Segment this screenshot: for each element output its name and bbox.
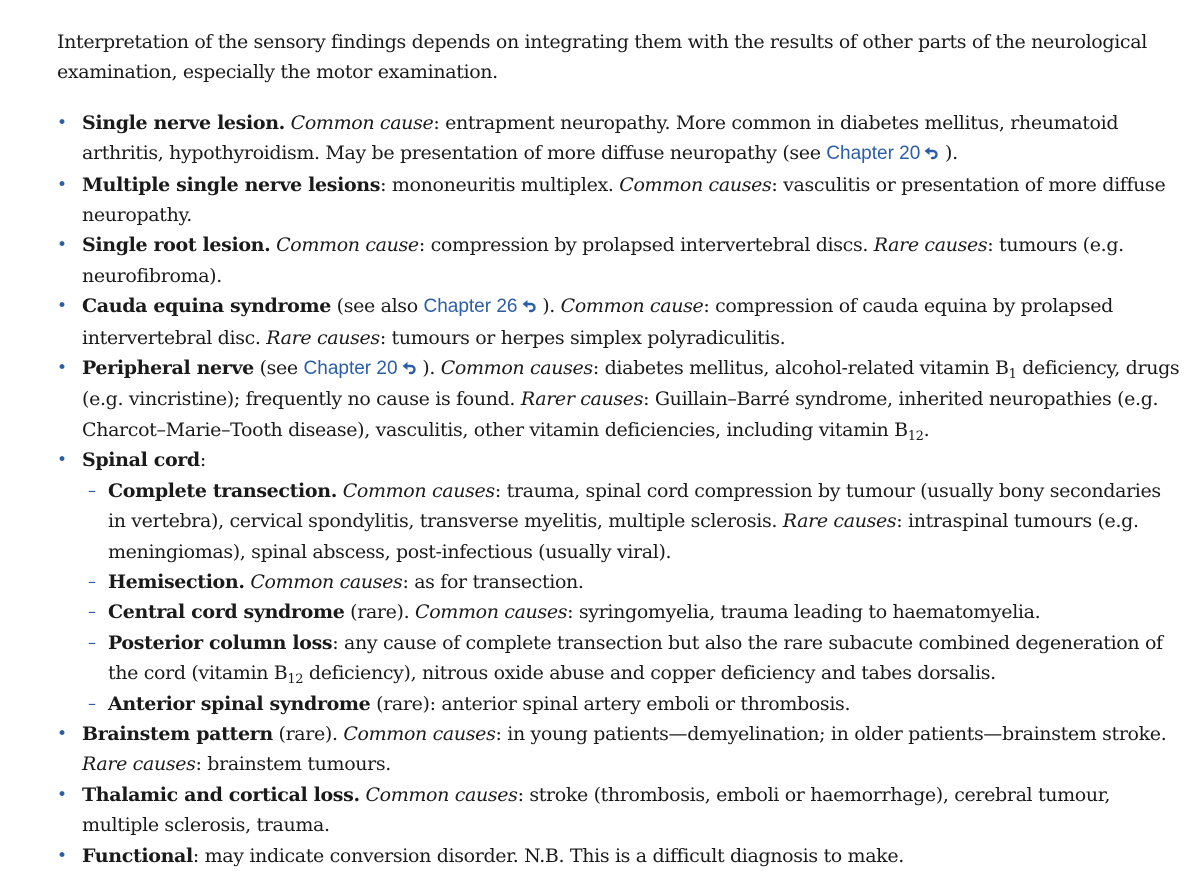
item-text: : compression of cauda equina by prolapsed intervertebral disc. bbox=[82, 295, 1113, 349]
item-text: : as for transection. bbox=[402, 570, 584, 593]
item-text: (see also bbox=[330, 295, 424, 318]
chapter-20-link[interactable]: Chapter 20 bbox=[304, 358, 417, 379]
cause-label: Common causes bbox=[365, 783, 518, 806]
item-title: Single root lesion. bbox=[82, 234, 271, 257]
item-text: deficiency, drugs (e.g. vincristine); frequently no cause is found. bbox=[82, 357, 1180, 411]
item-title: Peripheral nerve bbox=[82, 357, 254, 380]
chapter-20-link[interactable]: Chapter 20 bbox=[826, 143, 939, 164]
item-text: : syringomyelia, trauma leading to haematomyelia. bbox=[567, 601, 1041, 624]
item-title: Brainstem pattern bbox=[82, 722, 273, 745]
list-item-single-root-lesion bbox=[57, 230, 1182, 291]
return-arrow-icon bbox=[521, 297, 537, 313]
causes-list bbox=[57, 108, 1182, 871]
list-item-brainstem-pattern bbox=[57, 719, 1182, 780]
item-text: (rare). bbox=[344, 601, 415, 624]
cause-label: Common causes bbox=[342, 479, 495, 502]
intro-paragraph: Interpretation of the sensory findings depends on integrating them with the results of other parts of the neurological examination, especially the motor examination. bbox=[57, 31, 1147, 84]
item-text: : entrapment neuropathy. More common in diabetes mellitus, rheumatoid arthritis, hypothyroidism. May be presentation of more diffuse neuropathy (see bbox=[82, 111, 1119, 165]
item-text: . bbox=[923, 418, 930, 441]
cause-label: Common cause bbox=[276, 234, 419, 257]
return-arrow-icon bbox=[923, 144, 939, 160]
rarer-causes-label: Rarer causes bbox=[520, 388, 644, 411]
item-text: : Guillain–Barré syndrome, inherited neuropathies (e.g. Charcot–Marie–Tooth disease), vasculitis, other vitamin deficiencies, including vitamin B bbox=[82, 388, 1159, 441]
list-item-multiple-single-nerve-lesions bbox=[57, 170, 1182, 231]
item-title: Thalamic and cortical loss. bbox=[82, 783, 360, 806]
item-text: (rare). bbox=[272, 722, 344, 745]
list-item-cauda-equina-syndrome bbox=[57, 291, 1182, 353]
rare-causes-label: Rare causes bbox=[82, 753, 196, 776]
item-text: : stroke (thrombosis, emboli or haemorrhage), cerebral tumour, multiple sclerosis, trauma. bbox=[82, 783, 1111, 837]
list-item-functional bbox=[57, 841, 1182, 871]
list-item-single-nerve-lesion bbox=[57, 108, 1182, 170]
item-text: : diabetes mellitus, alcohol-related vitamin B bbox=[592, 357, 1009, 380]
item-text: ). bbox=[422, 357, 441, 380]
item-text: : compression by prolapsed intervertebral discs. bbox=[418, 234, 874, 257]
item-title: Multiple single nerve lesions bbox=[82, 173, 381, 196]
item-title: Spinal cord bbox=[82, 449, 200, 472]
item-title: Posterior column loss bbox=[108, 631, 333, 654]
item-text: deficiency), nitrous oxide abuse and copper deficiency and tabes dorsalis. bbox=[303, 662, 996, 685]
subscript: 12 bbox=[287, 672, 304, 688]
item-text: : any cause of complete transection but also the rare subacute combined degeneration of the cord (vitamin B bbox=[108, 631, 1163, 685]
item-text: ). bbox=[542, 295, 561, 318]
item-title: Single nerve lesion. bbox=[82, 111, 285, 134]
item-text: (rare): anterior spinal artery emboli or thrombosis. bbox=[370, 692, 851, 715]
item-text: : tumours or herpes simplex polyradiculitis. bbox=[379, 326, 786, 349]
sublist-item-central-cord-syndrome bbox=[82, 597, 1182, 627]
cause-label: Common causes bbox=[619, 173, 772, 196]
cause-label: Common causes bbox=[415, 601, 568, 624]
list-item-peripheral-nerve bbox=[57, 353, 1182, 445]
cause-label: Common causes bbox=[440, 357, 593, 380]
list-item-spinal-cord bbox=[57, 445, 1182, 719]
item-text: (see bbox=[253, 357, 304, 380]
rare-causes-label: Rare causes bbox=[873, 234, 988, 257]
item-title: Hemisection. bbox=[108, 570, 245, 593]
item-text: : tumours (e.g. neurofibroma). bbox=[82, 234, 1124, 287]
cause-label: Common causes bbox=[250, 570, 403, 593]
sublist-item-posterior-column-loss bbox=[82, 628, 1182, 689]
list-item-thalamic-cortical-loss bbox=[57, 780, 1182, 841]
return-arrow-icon bbox=[401, 359, 417, 375]
rare-causes-label: Rare causes bbox=[266, 326, 380, 349]
item-text: ). bbox=[945, 142, 958, 165]
item-title: Cauda equina syndrome bbox=[82, 295, 331, 318]
cause-label: Common cause bbox=[290, 111, 434, 134]
item-text: : intraspinal tumours (e.g. meningiomas), spinal abscess, post-infectious (usually viral). bbox=[108, 510, 1139, 563]
rare-causes-label: Rare causes bbox=[782, 510, 897, 533]
item-text: : vasculitis or presentation of more diffuse neuropathy. bbox=[82, 173, 1166, 227]
cause-label: Common causes bbox=[343, 722, 496, 745]
cause-label: Common cause bbox=[560, 295, 704, 318]
subscript: 1 bbox=[1008, 367, 1017, 383]
item-title: Central cord syndrome bbox=[108, 601, 345, 624]
item-text: : trauma, spinal cord compression by tumour (usually bony secondaries in vertebra), cervical spondylitis, transverse myelitis, multiple sclerosis. bbox=[108, 479, 1161, 533]
item-title: Anterior spinal syndrome bbox=[108, 692, 371, 715]
item-text: : in young patients—demyelination; in older patients—brainstem stroke. bbox=[495, 722, 1167, 745]
item-text: : may indicate conversion disorder. N.B. This is a difficult diagnosis to make. bbox=[192, 844, 904, 867]
document-body bbox=[57, 27, 1182, 871]
sublist-item-complete-transection bbox=[82, 476, 1182, 567]
item-title: Functional bbox=[82, 844, 193, 867]
item-text: : mononeuritis multiplex. bbox=[380, 173, 620, 196]
item-text: : bbox=[199, 449, 206, 472]
chapter-26-link[interactable]: Chapter 26 bbox=[423, 296, 536, 317]
sublist-item-anterior-spinal-syndrome bbox=[82, 689, 1182, 719]
item-text: : brainstem tumours. bbox=[195, 753, 391, 776]
item-title: Complete transection. bbox=[108, 479, 337, 502]
subscript: 12 bbox=[907, 428, 924, 444]
spinal-cord-sublist bbox=[82, 476, 1182, 719]
sublist-item-hemisection bbox=[82, 567, 1182, 597]
